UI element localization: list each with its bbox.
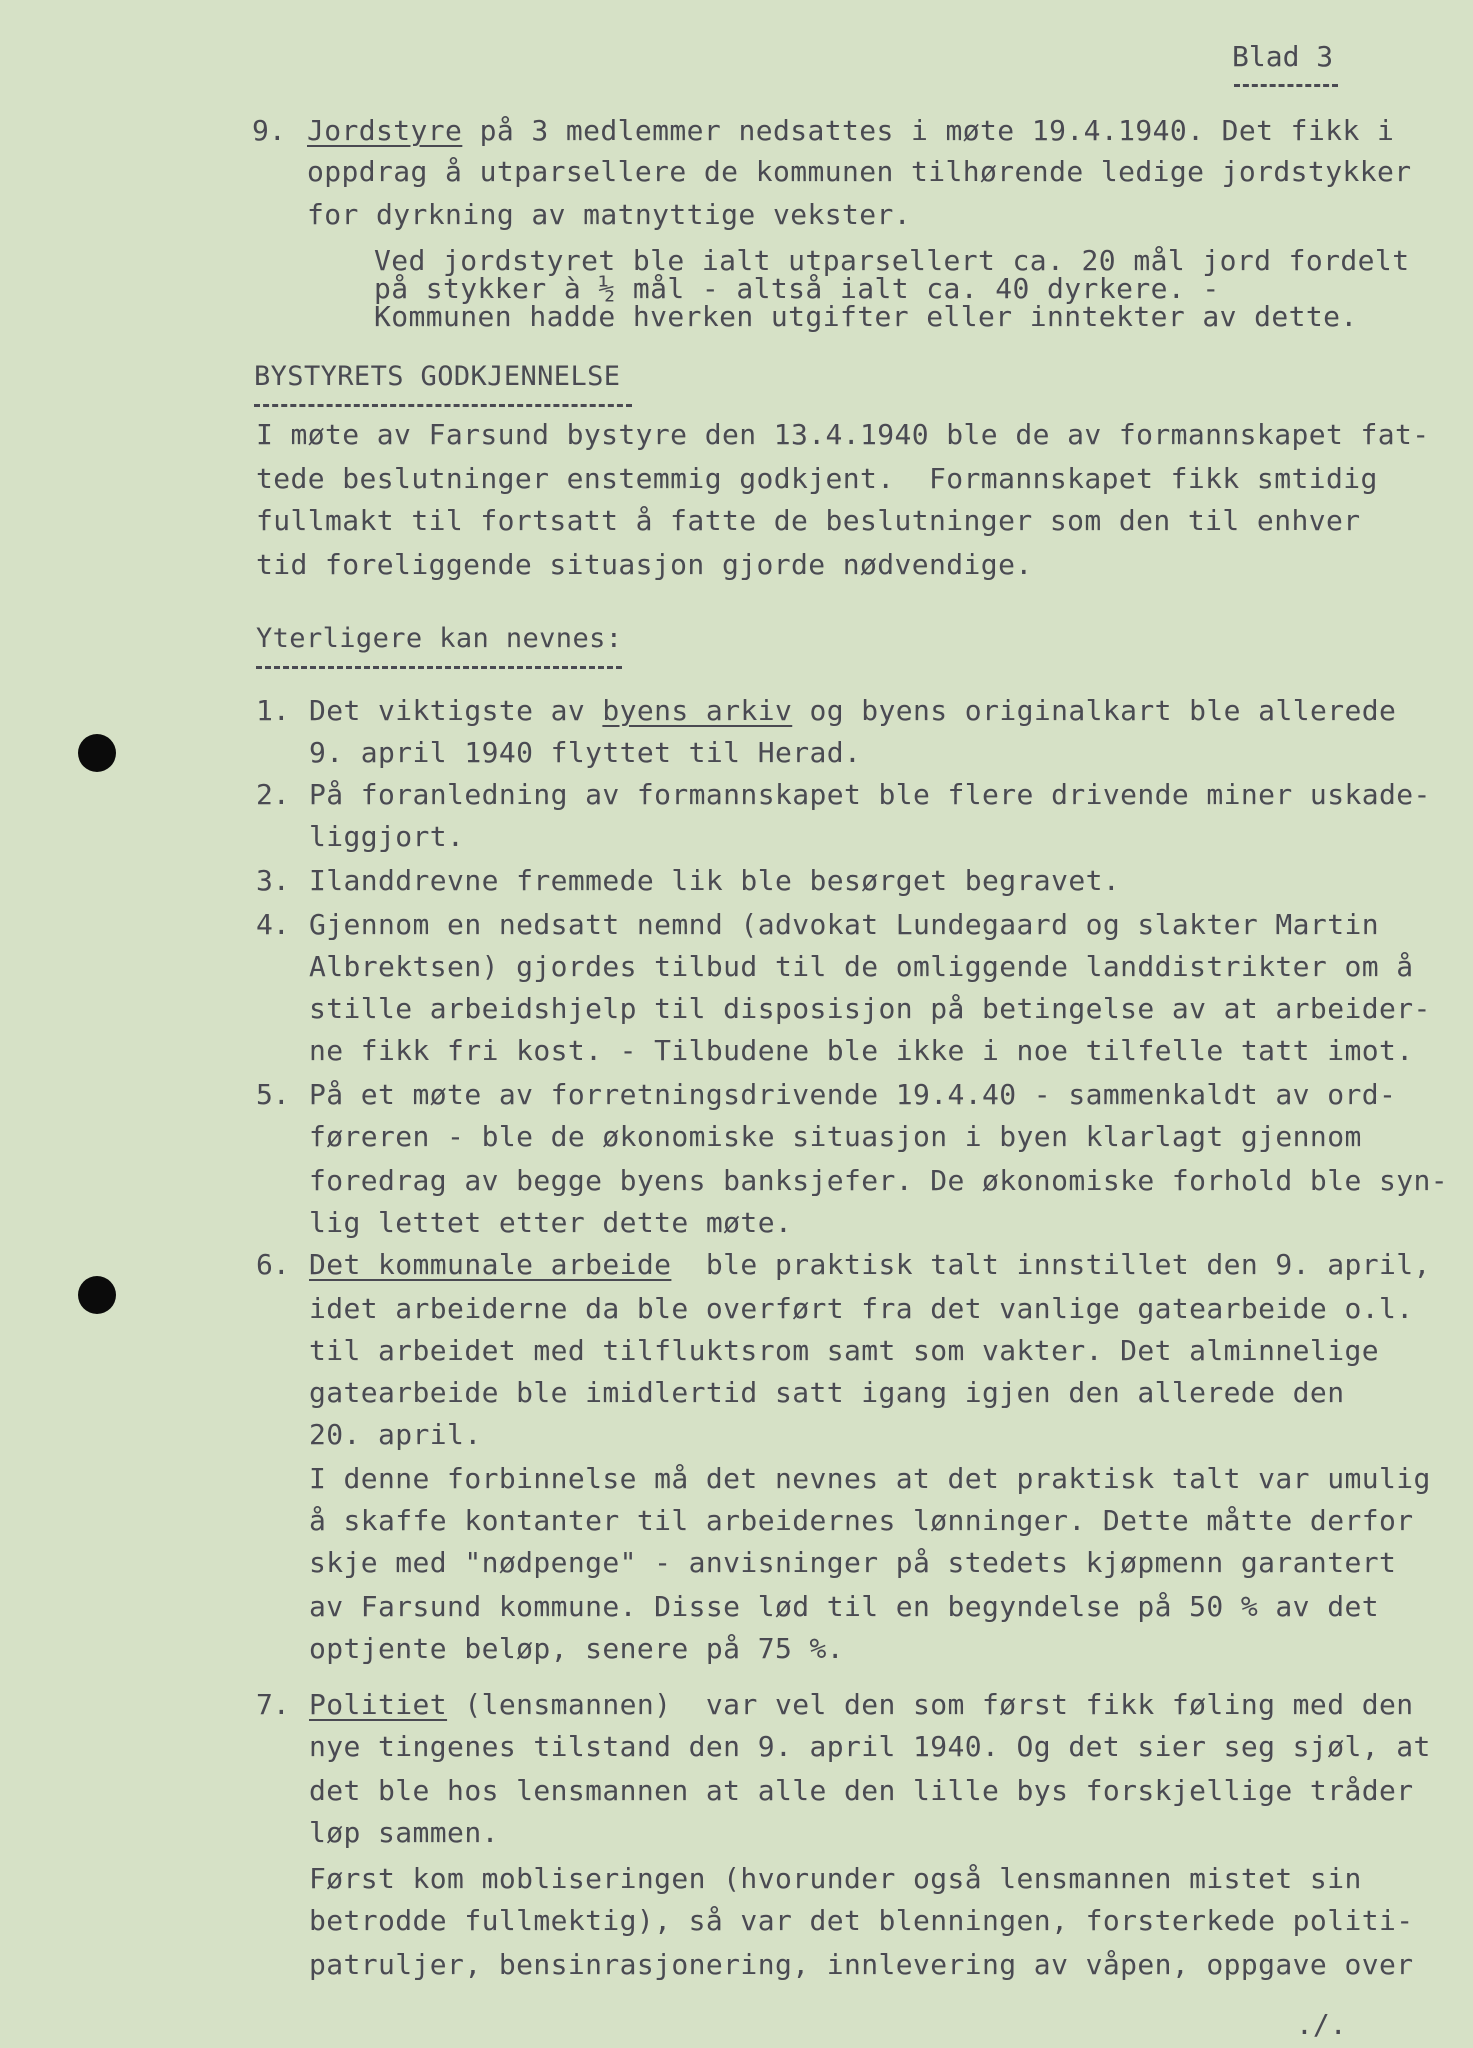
text-line: betrodde fullmektig), så var det blenningen, forsterkede politi- bbox=[309, 1904, 1414, 1937]
section-heading: BYSTYRETS GODKJENNELSE bbox=[254, 361, 621, 392]
text-line: fullmakt til fortsatt å fatte de beslutninger som den til enhver bbox=[256, 504, 1361, 537]
text-line: å skaffe kontanter til arbeidernes lønninger. Dette måtte derfor bbox=[309, 1504, 1414, 1537]
text-line: skje med "nødpenge" - anvisninger på stedets kjøpmenn garantert bbox=[309, 1546, 1397, 1579]
text-line: det ble hos lensmannen at alle den lille bys forskjellige tråder bbox=[309, 1774, 1414, 1807]
underlined-term: Politiet bbox=[309, 1688, 448, 1721]
text-line: lig lettet etter dette møte. bbox=[309, 1206, 793, 1239]
item-number: 2. bbox=[256, 778, 290, 811]
text-line: optjente beløp, senere på 75 %. bbox=[309, 1632, 844, 1665]
text-line: føreren - ble de økonomiske situasjon i byen klarlagt gjennom bbox=[309, 1120, 1362, 1153]
underlined-term: Jordstyre bbox=[307, 114, 463, 147]
text-line: Jordstyre på 3 medlemmer nedsattes i møte 19.4.1940. Det fikk i bbox=[307, 114, 1395, 147]
page-number-underline bbox=[1234, 84, 1338, 87]
text-line: 20. april. bbox=[309, 1418, 482, 1451]
punch-hole bbox=[78, 1276, 116, 1314]
text-line: for dyrkning av matnyttige vekster. bbox=[307, 198, 912, 231]
item-number: 7. bbox=[256, 1688, 290, 1721]
text-line: av Farsund kommune. Disse lød til en begyndelse på 50 % av det bbox=[309, 1590, 1379, 1623]
heading-rule bbox=[254, 404, 632, 407]
text-line: stille arbeidshjelp til disposisjon på betingelse av at arbeider- bbox=[309, 992, 1431, 1025]
text-line: Det viktigste av byens arkiv og byens originalkart ble allerede bbox=[309, 694, 1397, 727]
text-line: nye tingenes tilstand den 9. april 1940. Og det sier seg sjøl, at bbox=[309, 1730, 1431, 1763]
text-line: liggjort. bbox=[309, 820, 465, 853]
item-number: 3. bbox=[256, 864, 290, 897]
text-line: Politiet (lensmannen) var vel den som først fikk føling med den bbox=[309, 1688, 1414, 1721]
text-line: idet arbeiderne da ble overført fra det vanlige gatearbeide o.l. bbox=[309, 1292, 1414, 1325]
text-line: 9. april 1940 flyttet til Herad. bbox=[309, 736, 862, 769]
item-number: 6. bbox=[256, 1248, 290, 1281]
text-line: ne fikk fri kost. - Tilbudene ble ikke i noe tilfelle tatt imot. bbox=[309, 1034, 1414, 1067]
text-line: på stykker à ½ mål - altså ialt ca. 40 dyrkere. - bbox=[374, 272, 1220, 305]
text-line: Det kommunale arbeide ble praktisk talt innstillet den 9. april, bbox=[309, 1248, 1431, 1281]
text-line: gatearbeide ble imidlertid satt igang igjen den allerede den bbox=[309, 1376, 1345, 1409]
text-line: oppdrag å utparsellere de kommunen tilhørende ledige jordstykker bbox=[307, 155, 1412, 188]
text-line: foredrag av begge byens banksjefer. De økonomiske forhold ble syn- bbox=[309, 1164, 1448, 1197]
section-heading: Yterligere kan nevnes: bbox=[256, 623, 623, 654]
item-number: 1. bbox=[256, 694, 290, 727]
text-line: til arbeidet med tilfluktsrom samt som vakter. Det alminnelige bbox=[309, 1334, 1379, 1367]
text-line: Først kom mobliseringen (hvorunder også lensmannen mistet sin bbox=[309, 1862, 1362, 1895]
text-line: I denne forbinnelse må det nevnes at det praktisk talt var umulig bbox=[309, 1462, 1431, 1495]
text-line: På foranledning av formannskapet ble flere drivende miner uskade- bbox=[309, 778, 1431, 811]
item-number: 9. bbox=[252, 114, 286, 147]
continuation-mark: ./. bbox=[1296, 2008, 1347, 2041]
text-line: tid foreliggende situasjon gjorde nødvendige. bbox=[256, 548, 1033, 581]
text-line: løp sammen. bbox=[309, 1816, 499, 1849]
text-line: På et møte av forretningsdrivende 19.4.40 - sammenkaldt av ord- bbox=[309, 1078, 1397, 1111]
underlined-term: Det kommunale arbeide bbox=[309, 1248, 672, 1281]
text-line: tede beslutninger enstemmig godkjent. Formannskapet fikk smtidig bbox=[256, 462, 1378, 495]
text-line: I møte av Farsund bystyre den 13.4.1940 ble de av formannskapet fat- bbox=[256, 418, 1430, 451]
text-line: Gjennom en nedsatt nemnd (advokat Lundegaard og slakter Martin bbox=[309, 908, 1379, 941]
text-line: Albrektsen) gjordes tilbud til de omliggende landdistrikter om å bbox=[309, 950, 1414, 983]
item-number: 5. bbox=[256, 1078, 290, 1111]
text-line: Ved jordstyret ble ialt utparsellert ca. 20 mål jord fordelt bbox=[374, 244, 1410, 277]
text-line: Ilanddrevne fremmede lik ble besørget begravet. bbox=[309, 864, 1121, 897]
page-number: Blad 3 bbox=[1232, 40, 1334, 73]
underlined-term: byens arkiv bbox=[602, 694, 793, 727]
text-line: patruljer, bensinrasjonering, innlevering av våpen, oppgave over bbox=[309, 1948, 1414, 1981]
text-line: Kommunen hadde hverken utgifter eller inntekter av dette. bbox=[374, 300, 1358, 333]
punch-hole bbox=[78, 734, 116, 772]
heading-rule bbox=[256, 666, 622, 669]
item-number: 4. bbox=[256, 908, 290, 941]
